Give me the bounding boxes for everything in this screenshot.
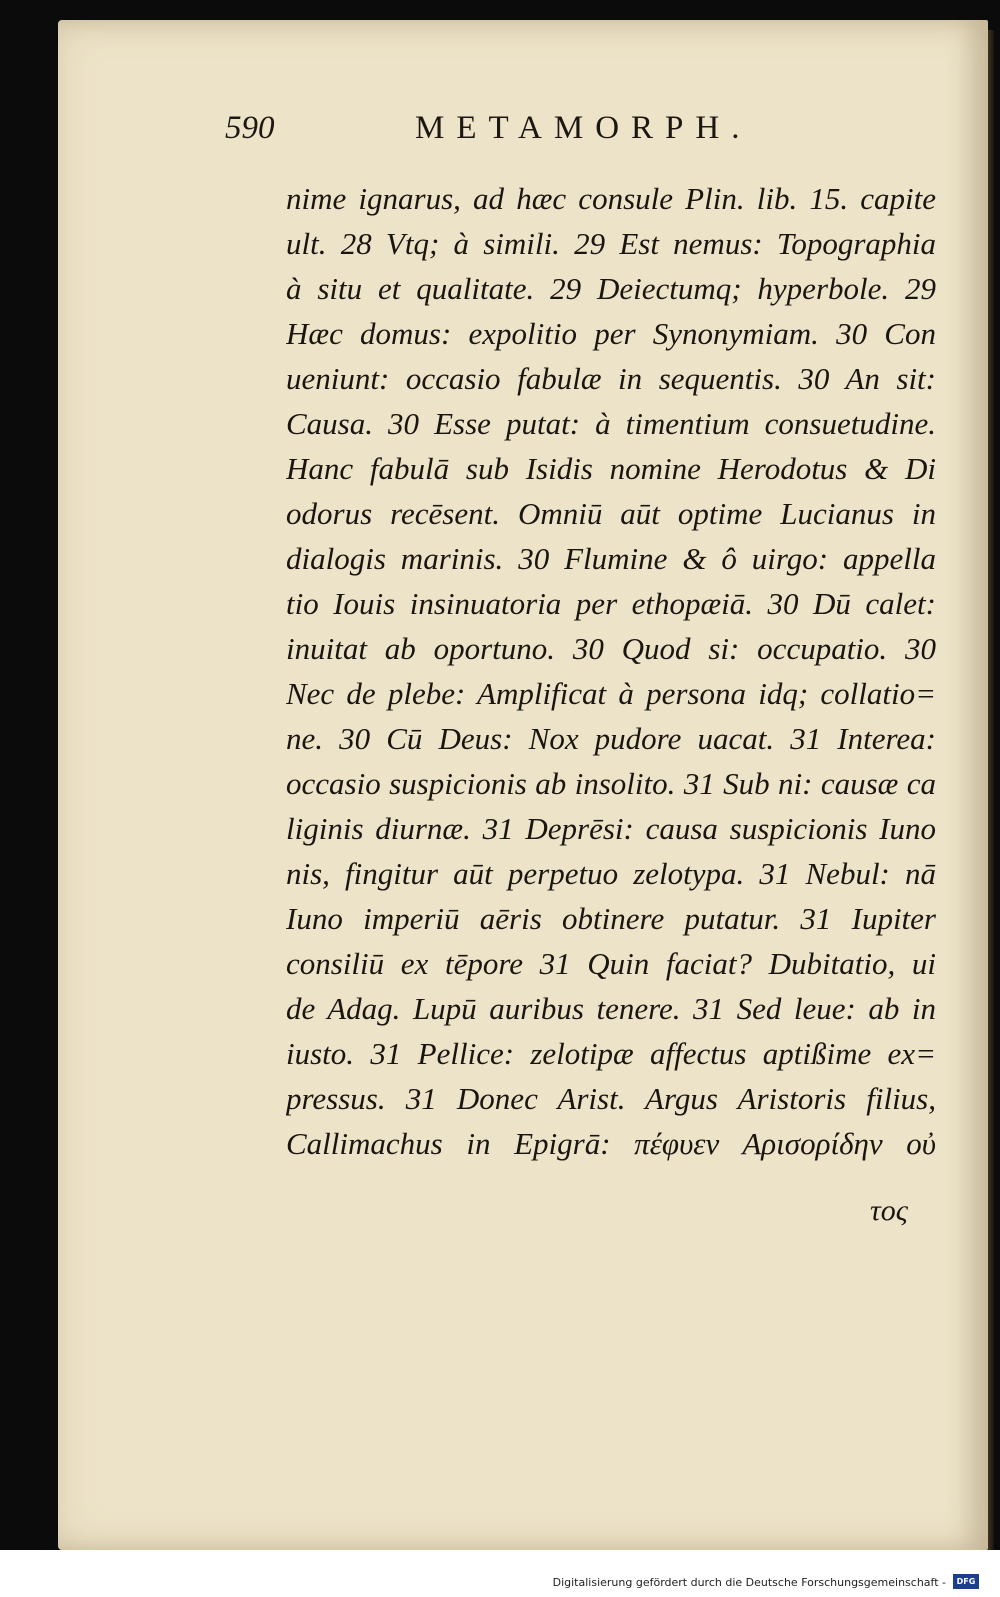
text-line: inuitat ab oportuno. 30 Quod si: occupatio. 30 [286, 631, 936, 666]
text-line: liginis diurnæ. 31 Deprēsi: causa suspicionis Iuno [286, 811, 936, 846]
text-line: occasio suspicionis ab insolito. 31 Sub ni: causæ ca [286, 766, 936, 801]
funding-credit: Digitalisierung gefördert durch die Deutsche Forschungsgemeinschaft - [552, 1576, 946, 1589]
text-line: Hanc fabulā sub Isidis nomine Herodotus & Di [286, 451, 936, 486]
text-line: nis, fingitur aūt perpetuo zelotypa. 31 Nebul: nā [286, 856, 936, 891]
text-line: ult. 28 Vtq; à simili. 29 Est nemus: Topographia [286, 226, 936, 261]
catchword: τος [870, 1194, 908, 1227]
dfg-logo-icon: DFG [953, 1574, 979, 1589]
text-line: Nec de plebe: Amplificat à persona idq; collatio= [286, 676, 936, 711]
page-number: 590 [225, 110, 275, 146]
text-line: dialogis marinis. 30 Flumine & ô uirgo: appella [286, 541, 936, 576]
text-line: ueniunt: occasio fabulæ in sequentis. 30 An sit: [286, 361, 936, 396]
footer-bar [0, 1550, 1000, 1597]
commentary-text [286, 176, 936, 1166]
text-line: de Adag. Lupū auribus tenere. 31 Sed leue: ab in [286, 991, 936, 1026]
text-line: nime ignarus, ad hæc consule Plin. lib. 15. capite [286, 181, 936, 216]
text-line: Causa. 30 Esse putat: à timentium consuetudine. [286, 406, 936, 441]
text-line: Callimachus in Epigrā: πέφυεν Αρισορίδην οὐ [286, 1126, 936, 1161]
text-line: à situ et qualitate. 29 Deiectumq; hyperbole. 29 [286, 271, 936, 306]
text-line: consiliū ex tēpore 31 Quin faciat? Dubitatio, ui [286, 946, 936, 981]
text-line: Hæc domus: expolitio per Synonymiam. 30 Con [286, 316, 936, 351]
text-line: Iuno imperiū aēris obtinere putatur. 31 Iupiter [286, 901, 936, 936]
text-line: odorus recēsent. Omniū aūt optime Lucianus in [286, 496, 936, 531]
text-line: ne. 30 Cū Deus: Nox pudore uacat. 31 Interea: [286, 721, 936, 756]
text-line: tio Iouis insinuatoria per ethopæiā. 30 Dū calet: [286, 586, 936, 621]
text-line: pressus. 31 Donec Arist. Argus Aristoris filius, [286, 1081, 936, 1116]
running-head: METAMORPH. [415, 110, 752, 146]
text-line: iusto. 31 Pellice: zelotipæ affectus aptißime ex= [286, 1036, 936, 1071]
